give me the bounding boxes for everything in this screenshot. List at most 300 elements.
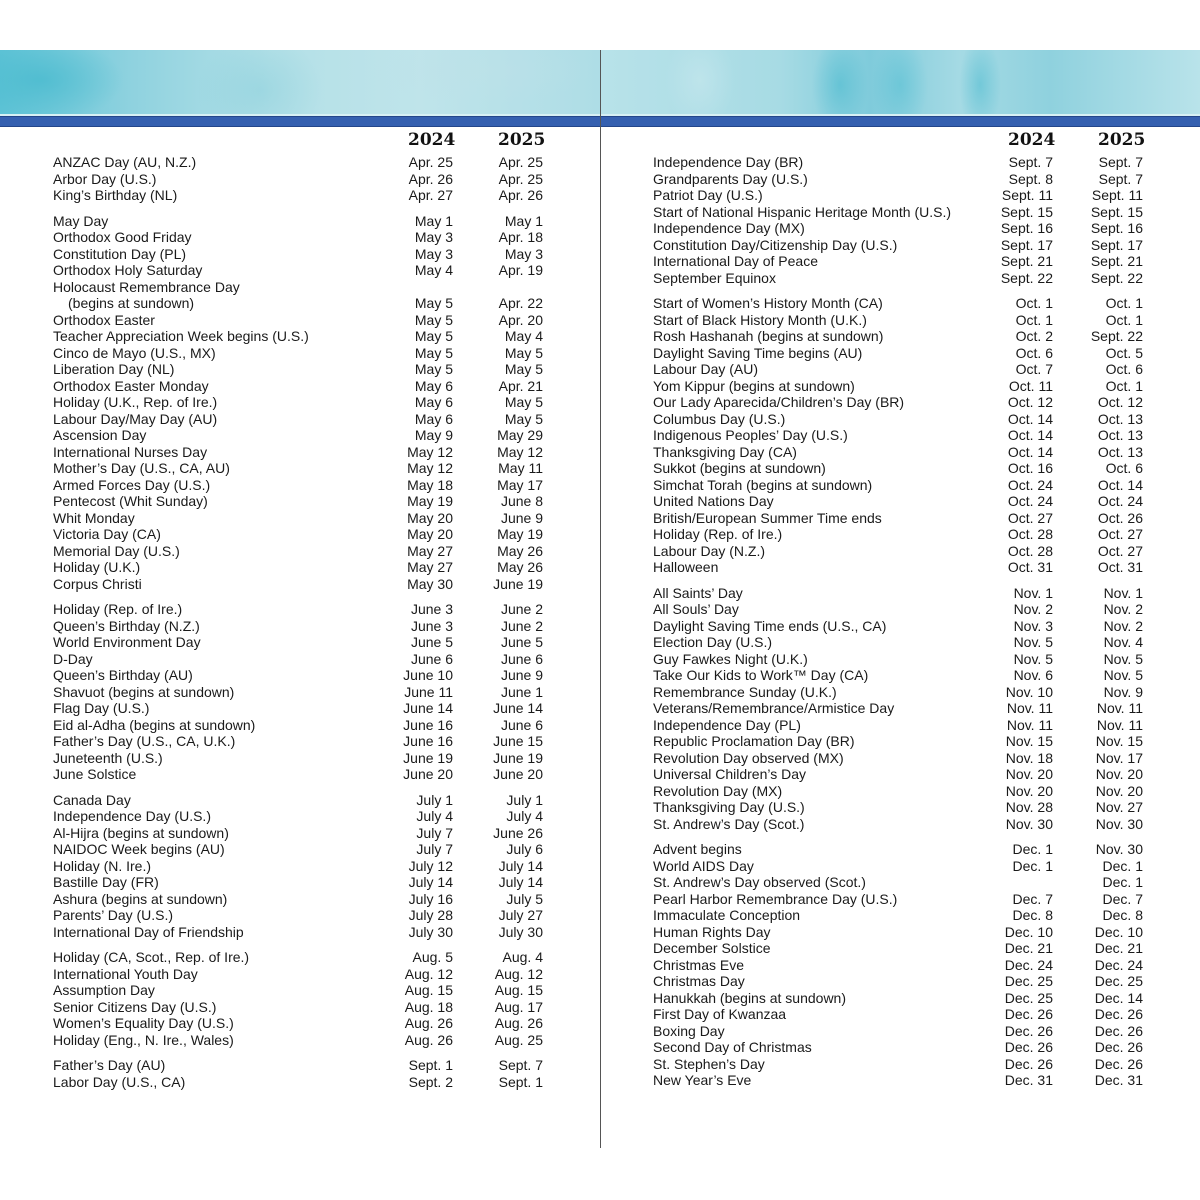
holiday-row — [53, 213, 553, 230]
date-2024: May 18 — [407, 476, 453, 493]
date-2024: May 4 — [414, 262, 453, 278]
holiday-name: Guy Fawkes Night (U.K.) — [653, 650, 808, 667]
holiday-row — [53, 229, 553, 246]
date-2024: June 14 — [403, 700, 453, 716]
holiday-row — [653, 907, 1153, 924]
date-2024: June 3 — [410, 617, 453, 634]
date-2024: Dec. 10 — [1004, 923, 1053, 940]
date-2024: June 11 — [404, 683, 453, 700]
holiday-row — [53, 808, 553, 825]
date-2024: Aug. 5 — [412, 949, 453, 965]
date-2024: Oct. 12 — [1007, 394, 1053, 410]
date-2024: Nov. 2 — [1013, 601, 1053, 617]
holiday-name: Human Rights Day — [653, 923, 771, 940]
holiday-name: Holiday (U.K., Rep. of Ire.) — [53, 394, 218, 410]
holiday-name: Holocaust Remembrance Day — [53, 278, 240, 295]
holiday-name: Start of Women’s History Month (CA) — [653, 295, 883, 311]
holiday-row — [653, 411, 1153, 428]
holiday-list-left — [53, 154, 553, 1099]
holiday-name: Columbus Day (U.S.) — [653, 410, 786, 427]
date-2024: Aug. 18 — [404, 998, 453, 1015]
holiday-name: Orthodox Good Friday — [53, 229, 192, 245]
holiday-name: Indigenous Peoples’ Day (U.S.) — [653, 427, 848, 443]
date-2024: Nov. 15 — [1005, 733, 1053, 749]
date-2024: Oct. 16 — [1007, 460, 1053, 476]
holiday-row — [653, 510, 1153, 527]
date-2024: Dec. 25 — [1004, 989, 1053, 1006]
date-2025: June 2 — [500, 617, 543, 634]
holiday-row — [53, 618, 553, 635]
holiday-row — [53, 733, 553, 750]
date-2025: July 6 — [506, 841, 543, 857]
holiday-row — [53, 328, 553, 345]
holiday-name: Senior Citizens Day (U.S.) — [53, 998, 217, 1015]
holiday-name: Father’s Day (AU) — [53, 1057, 166, 1073]
holiday-row — [653, 312, 1153, 329]
holiday-row — [653, 253, 1153, 270]
holiday-row — [653, 378, 1153, 395]
holiday-name: Yom Kippur (begins at sundown) — [653, 377, 855, 394]
date-2024: Sept. 21 — [1000, 253, 1053, 269]
date-2025: Oct. 13 — [1097, 410, 1143, 427]
holiday-row — [53, 858, 553, 875]
date-2025: Oct. 1 — [1105, 377, 1143, 394]
date-2024: Nov. 30 — [1005, 815, 1053, 832]
date-2024: Sept. 8 — [1008, 170, 1053, 187]
date-2025: Nov. 2 — [1103, 617, 1143, 634]
holiday-name: May Day — [53, 212, 109, 229]
date-2025: Oct. 14 — [1097, 476, 1143, 493]
date-2024: Sept. 11 — [1001, 187, 1053, 203]
date-2024: Dec. 1 — [1012, 857, 1053, 874]
date-2024: Sept. 7 — [1008, 154, 1053, 170]
holiday-row — [53, 825, 553, 842]
holiday-name: All Souls’ Day — [653, 601, 739, 617]
date-2024: Sept. 2 — [408, 1073, 453, 1090]
date-2025: Nov. 20 — [1095, 782, 1143, 799]
holiday-name: (begins at sundown) — [68, 295, 195, 311]
date-2025: Apr. 22 — [498, 295, 543, 311]
holiday-name: Labour Day (AU) — [653, 361, 759, 377]
date-2024: Dec. 25 — [1004, 973, 1053, 989]
holiday-name: World Environment Day — [53, 634, 201, 650]
holiday-row — [53, 1032, 553, 1049]
holiday-name: Boxing Day — [653, 1022, 725, 1039]
holiday-name: Halloween — [653, 559, 719, 575]
date-2024: Oct. 14 — [1007, 410, 1053, 427]
holiday-name: New Year’s Eve — [653, 1072, 752, 1088]
date-2024: July 16 — [408, 890, 453, 907]
holiday-name: December Solstice — [653, 940, 771, 956]
date-2025: Sept. 22 — [1090, 328, 1143, 344]
right-page — [600, 50, 1200, 1150]
holiday-name: Constitution Day/Citizenship Day (U.S.) — [653, 236, 898, 253]
holiday-row — [53, 411, 553, 428]
date-2025: Oct. 24 — [1097, 493, 1143, 509]
holiday-name: Ascension Day — [53, 427, 147, 443]
holiday-row — [653, 940, 1153, 957]
date-2024: Nov. 5 — [1013, 650, 1053, 667]
holiday-row — [653, 270, 1153, 287]
holiday-row — [53, 750, 553, 767]
date-2024: May 5 — [414, 328, 453, 344]
date-2025: Apr. 18 — [498, 229, 543, 245]
date-2024: Dec. 26 — [1004, 1055, 1053, 1072]
holiday-name: Patriot Day (U.S.) — [653, 187, 763, 203]
date-2025: May 3 — [504, 245, 543, 262]
holiday-name: Mother’s Day (U.S., CA, AU) — [53, 460, 230, 476]
holiday-name: Holiday (Eng., N. Ire., Wales) — [53, 1031, 234, 1048]
date-2024: July 7 — [416, 824, 453, 841]
holiday-name: Start of National Hispanic Heritage Month (U.S.) — [653, 203, 952, 220]
date-2024: Nov. 20 — [1005, 766, 1053, 782]
date-2025: Sept. 1 — [498, 1073, 543, 1090]
date-2024: Apr. 26 — [408, 170, 453, 187]
holiday-row — [653, 783, 1153, 800]
date-2024: Nov. 11 — [1006, 716, 1053, 733]
holiday-row — [653, 328, 1153, 345]
date-2025: Nov. 11 — [1096, 716, 1143, 733]
date-2025: June 26 — [493, 824, 543, 841]
holiday-name: Holiday (N. Ire.) — [53, 857, 152, 874]
date-2024: Oct. 2 — [1015, 328, 1053, 344]
date-2025: May 5 — [504, 394, 543, 410]
holiday-row — [53, 766, 553, 783]
date-2025: Oct. 26 — [1097, 509, 1143, 526]
month-group — [53, 601, 553, 783]
date-2024: Dec. 1 — [1012, 841, 1053, 857]
date-2024: May 30 — [407, 575, 453, 592]
holiday-row — [53, 792, 553, 809]
date-2025: May 1 — [504, 212, 543, 229]
holiday-name: Assumption Day — [53, 982, 155, 998]
date-2024: May 3 — [414, 245, 453, 262]
holiday-name: International Youth Day — [53, 965, 198, 982]
date-2025: Dec. 21 — [1094, 940, 1143, 956]
holiday-name: St. Andrew’s Day (Scot.) — [653, 815, 805, 832]
date-2025: May 26 — [497, 542, 543, 559]
holiday-row — [653, 427, 1153, 444]
holiday-row — [53, 559, 553, 576]
holiday-name: Republic Proclamation Day (BR) — [653, 733, 855, 749]
date-2025: June 6 — [500, 716, 543, 733]
date-2024: May 5 — [414, 295, 453, 311]
holiday-name: Teacher Appreciation Week begins (U.S.) — [53, 328, 309, 344]
holiday-row — [653, 618, 1153, 635]
date-2024: Oct. 28 — [1007, 542, 1053, 559]
date-2024: Oct. 24 — [1007, 493, 1053, 509]
holiday-row — [53, 510, 553, 527]
date-2024: Oct. 6 — [1015, 344, 1053, 361]
date-2024: Aug. 15 — [404, 982, 453, 998]
holiday-row — [653, 990, 1153, 1007]
date-2024: July 4 — [416, 808, 453, 824]
blue-header-rule — [0, 116, 600, 127]
holiday-row — [653, 634, 1153, 651]
date-2025: Dec. 25 — [1094, 973, 1143, 989]
holiday-name: Remembrance Sunday (U.K.) — [653, 683, 837, 700]
holiday-row — [53, 543, 553, 560]
date-2024: May 27 — [407, 559, 453, 575]
date-2025: Dec. 26 — [1094, 1039, 1143, 1055]
date-2024: June 16 — [403, 733, 453, 749]
holiday-row — [53, 477, 553, 494]
holiday-row — [653, 220, 1153, 237]
date-2024: May 20 — [407, 509, 453, 526]
date-2025: Sept. 21 — [1090, 253, 1143, 269]
holiday-row — [653, 841, 1153, 858]
holiday-row — [53, 187, 553, 204]
month-group — [653, 841, 1153, 1089]
holiday-row — [653, 526, 1153, 543]
date-2024: June 16 — [403, 716, 453, 733]
holiday-row — [53, 684, 553, 701]
holiday-name: Holiday (Rep. of Ire.) — [53, 601, 183, 617]
date-2025: July 30 — [498, 923, 543, 940]
holiday-name: Whit Monday — [53, 509, 135, 526]
holiday-row — [53, 279, 553, 296]
date-2025: May 5 — [504, 410, 543, 427]
holiday-name: Thanksgiving Day (CA) — [653, 443, 797, 460]
date-2024: May 5 — [414, 311, 453, 328]
holiday-row — [53, 717, 553, 734]
date-2025: Dec. 24 — [1094, 956, 1143, 973]
date-2025: July 14 — [498, 874, 543, 890]
month-group — [653, 585, 1153, 833]
holiday-name: Immaculate Conception — [653, 907, 801, 923]
holiday-row — [653, 559, 1153, 576]
date-2025: Oct. 6 — [1105, 361, 1143, 377]
holiday-name: Independence Day (PL) — [653, 716, 801, 733]
date-2025: Nov. 20 — [1095, 766, 1143, 782]
holiday-row — [653, 543, 1153, 560]
date-2025: June 15 — [493, 733, 543, 749]
date-2025: Dec. 10 — [1094, 923, 1143, 940]
holiday-name: Victoria Day (CA) — [53, 526, 161, 542]
holiday-row — [653, 651, 1153, 668]
holiday-row — [53, 444, 553, 461]
date-2025: May 19 — [497, 526, 543, 542]
date-2025: Dec. 8 — [1102, 907, 1143, 923]
date-2024: Oct. 1 — [1015, 295, 1053, 311]
date-2025: Aug. 4 — [502, 949, 543, 965]
holiday-row — [653, 444, 1153, 461]
date-2025: Nov. 2 — [1103, 601, 1143, 617]
holiday-row — [53, 295, 553, 312]
date-2024: June 6 — [410, 650, 453, 667]
date-2025: Oct. 6 — [1105, 460, 1143, 476]
date-2024: Nov. 6 — [1013, 667, 1053, 683]
holiday-row — [53, 1074, 553, 1091]
date-2024: Apr. 25 — [408, 154, 453, 170]
date-2024: Dec. 26 — [1004, 1039, 1053, 1055]
date-2024: July 14 — [408, 874, 453, 890]
date-2024: June 20 — [403, 766, 453, 782]
watercolor-header-band — [0, 50, 600, 115]
holiday-name: Universal Children’s Day — [653, 766, 807, 782]
date-2024: May 19 — [407, 493, 453, 509]
holiday-row — [653, 874, 1153, 891]
date-2025: Nov. 17 — [1095, 749, 1143, 766]
date-2025: July 14 — [498, 857, 543, 874]
date-2025: Sept. 7 — [1098, 154, 1143, 170]
holiday-name: British/European Summer Time ends — [653, 509, 882, 526]
holiday-row — [653, 361, 1153, 378]
holiday-name: June Solstice — [53, 766, 137, 782]
date-2024: May 12 — [407, 460, 453, 476]
holiday-name: NAIDOC Week begins (AU) — [53, 841, 225, 857]
date-2025: Nov. 5 — [1103, 650, 1143, 667]
holiday-name: Grandparents Day (U.S.) — [653, 170, 808, 187]
holiday-row — [653, 891, 1153, 908]
date-2025: July 4 — [506, 808, 543, 824]
holiday-name: Canada Day — [53, 791, 131, 808]
holiday-name: September Equinox — [653, 269, 776, 286]
holiday-row — [53, 378, 553, 395]
holiday-row — [53, 460, 553, 477]
column-header-2025: 2025 — [1098, 130, 1146, 150]
holiday-name: Independence Day (U.S.) — [53, 808, 211, 824]
date-2025: July 1 — [506, 791, 543, 808]
date-2024: May 5 — [414, 344, 453, 361]
holiday-name: Armed Forces Day (U.S.) — [53, 476, 211, 493]
holiday-row — [653, 345, 1153, 362]
holiday-row — [653, 858, 1153, 875]
holiday-row — [653, 816, 1153, 833]
date-2024: June 10 — [403, 667, 453, 683]
month-group — [53, 792, 553, 941]
date-2024: Sept. 17 — [1000, 236, 1053, 253]
holiday-name: Veterans/Remembrance/Armistice Day — [653, 700, 895, 716]
holiday-row — [653, 667, 1153, 684]
holiday-row — [653, 394, 1153, 411]
holiday-name: ANZAC Day (AU, N.Z.) — [53, 154, 197, 170]
date-2025: June 14 — [493, 700, 543, 716]
holiday-row — [53, 924, 553, 941]
date-2025: June 8 — [500, 493, 543, 509]
date-2025: Oct. 13 — [1097, 427, 1143, 443]
date-2024: June 19 — [403, 749, 453, 766]
holiday-row — [653, 1039, 1153, 1056]
date-2024: June 3 — [410, 601, 453, 617]
holiday-row — [53, 526, 553, 543]
date-2025: July 5 — [506, 890, 543, 907]
holiday-row — [53, 171, 553, 188]
holiday-row — [653, 1056, 1153, 1073]
date-2024: Oct. 7 — [1015, 361, 1053, 377]
holiday-name: Labour Day/May Day (AU) — [53, 410, 218, 427]
holiday-name: St. Stephen’s Day — [653, 1055, 765, 1072]
date-2024: June 5 — [410, 634, 453, 650]
holiday-name: D-Day — [53, 650, 93, 667]
holiday-row — [53, 576, 553, 593]
holiday-name: Pentecost (Whit Sunday) — [53, 493, 208, 509]
date-2024: Dec. 7 — [1012, 890, 1053, 907]
column-header-2024: 2024 — [408, 130, 456, 150]
date-2024: Sept. 1 — [408, 1057, 453, 1073]
holiday-row — [53, 667, 553, 684]
date-2024: May 1 — [414, 212, 453, 229]
holiday-row — [53, 874, 553, 891]
holiday-name: Parents’ Day (U.S.) — [53, 907, 174, 923]
date-2024: July 7 — [416, 841, 453, 857]
holiday-row — [653, 154, 1153, 171]
holiday-name: Father’s Day (U.S., CA, U.K.) — [53, 733, 236, 749]
date-2024: May 3 — [414, 229, 453, 245]
date-2025: Apr. 25 — [498, 154, 543, 170]
month-group — [653, 154, 1153, 286]
holiday-name: Labor Day (U.S., CA) — [53, 1073, 186, 1090]
holiday-row — [53, 1057, 553, 1074]
date-2025: Oct. 27 — [1097, 542, 1143, 559]
date-2025: May 4 — [504, 328, 543, 344]
date-2024: Aug. 26 — [404, 1031, 453, 1048]
holiday-row — [653, 700, 1153, 717]
holiday-name: Corpus Christi — [53, 575, 142, 592]
date-2025: June 1 — [500, 683, 543, 700]
holiday-row — [53, 345, 553, 362]
date-2025: June 19 — [493, 575, 543, 592]
column-header-2025: 2025 — [498, 130, 546, 150]
holiday-row — [653, 1072, 1153, 1089]
holiday-name: Revolution Day observed (MX) — [653, 749, 844, 766]
date-2025: Sept. 17 — [1090, 236, 1143, 253]
blue-header-rule — [600, 116, 1200, 127]
holiday-row — [653, 973, 1153, 990]
date-2024: Nov. 20 — [1005, 782, 1053, 799]
holiday-name: Eid al-Adha (begins at sundown) — [53, 716, 256, 733]
holiday-name: Orthodox Easter — [53, 311, 155, 328]
date-2024: Oct. 14 — [1007, 443, 1053, 460]
date-2025: June 19 — [493, 749, 543, 766]
date-2024: July 1 — [416, 791, 453, 808]
date-2024: Oct. 27 — [1007, 509, 1053, 526]
date-2024: May 20 — [407, 526, 453, 542]
holiday-name: Hanukkah (begins at sundown) — [653, 989, 847, 1006]
holiday-row — [653, 1023, 1153, 1040]
holiday-row — [53, 246, 553, 263]
holiday-name: Daylight Saving Time ends (U.S., CA) — [653, 617, 887, 634]
holiday-row — [53, 262, 553, 279]
holiday-name: Election Day (U.S.) — [653, 634, 773, 650]
holiday-name: Sukkot (begins at sundown) — [653, 460, 826, 476]
holiday-name: Rosh Hashanah (begins at sundown) — [653, 328, 884, 344]
holiday-name: Revolution Day (MX) — [653, 782, 783, 799]
holiday-name: Liberation Day (NL) — [53, 361, 175, 377]
holiday-name: Constitution Day (PL) — [53, 245, 187, 262]
date-2024: Oct. 11 — [1008, 377, 1053, 394]
holiday-row — [653, 460, 1153, 477]
date-2025: Nov. 9 — [1103, 683, 1143, 700]
date-2025: June 2 — [500, 601, 543, 617]
holiday-row — [653, 295, 1153, 312]
holiday-name: Orthodox Holy Saturday — [53, 262, 203, 278]
holiday-row — [53, 949, 553, 966]
holiday-name: Holiday (Rep. of Ire.) — [653, 526, 783, 542]
holiday-name: St. Andrew’s Day observed (Scot.) — [653, 874, 866, 890]
month-group — [53, 213, 553, 593]
date-2025: Nov. 30 — [1095, 841, 1143, 857]
holiday-name: Christmas Eve — [653, 956, 745, 973]
holiday-name: Independence Day (MX) — [653, 220, 805, 236]
holiday-row — [653, 733, 1153, 750]
date-2025: June 5 — [500, 634, 543, 650]
date-2025: May 12 — [497, 443, 543, 460]
holiday-name: International Day of Friendship — [53, 923, 244, 940]
holiday-row — [53, 891, 553, 908]
holiday-row — [653, 171, 1153, 188]
holiday-row — [53, 966, 553, 983]
